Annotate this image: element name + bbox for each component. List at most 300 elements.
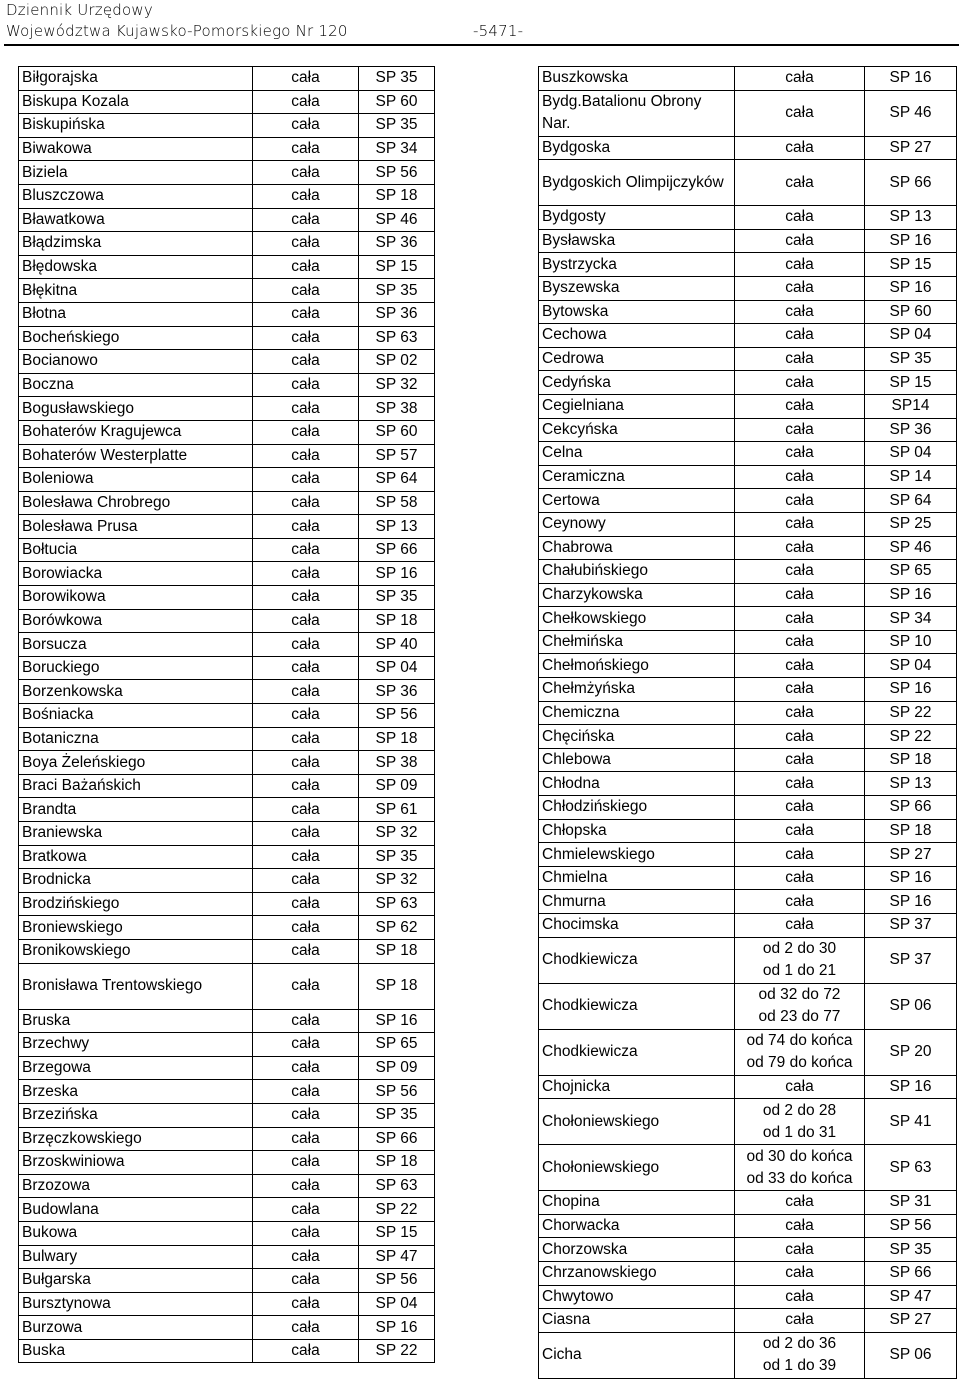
street-name-cell: Chorzowska bbox=[539, 1238, 735, 1262]
school-cell: SP 61 bbox=[359, 798, 435, 822]
range-cell: cała bbox=[735, 347, 865, 371]
school-cell: SP 35 bbox=[865, 1238, 957, 1262]
street-name-cell: Bydgosty bbox=[539, 206, 735, 230]
table-row bbox=[539, 442, 957, 466]
street-name-cell: Braniewska bbox=[19, 822, 253, 846]
street-name-cell: Borówkowa bbox=[19, 609, 253, 633]
table-row bbox=[539, 229, 957, 253]
table-row bbox=[19, 656, 435, 680]
table-row bbox=[539, 253, 957, 277]
table-row bbox=[539, 1309, 957, 1333]
street-name-cell: Chełkowskiego bbox=[539, 607, 735, 631]
school-cell: SP 58 bbox=[359, 491, 435, 515]
table-row bbox=[539, 630, 957, 654]
table-row bbox=[19, 444, 435, 468]
table-row bbox=[19, 137, 435, 161]
street-name-cell: Bursztynowa bbox=[19, 1292, 253, 1316]
school-cell: SP 36 bbox=[359, 680, 435, 704]
table-row bbox=[539, 300, 957, 324]
range-cell: cała bbox=[735, 160, 865, 206]
school-cell: SP 46 bbox=[865, 90, 957, 136]
table-row bbox=[19, 1245, 435, 1269]
school-cell: SP 65 bbox=[359, 1033, 435, 1057]
range-cell: cała bbox=[735, 866, 865, 890]
table-row bbox=[539, 1029, 957, 1075]
range-cell: cała bbox=[253, 1316, 359, 1340]
street-name-cell: Brzoskwiniowa bbox=[19, 1151, 253, 1175]
school-cell: SP 04 bbox=[359, 1292, 435, 1316]
table-row bbox=[19, 1221, 435, 1245]
school-cell: SP 16 bbox=[865, 678, 957, 702]
range-line: od 1 do 31 bbox=[762, 1123, 837, 1141]
table-row bbox=[19, 1269, 435, 1293]
school-cell: SP 27 bbox=[865, 136, 957, 160]
table-row bbox=[539, 701, 957, 725]
range-cell: cała bbox=[735, 90, 865, 136]
school-cell: SP 18 bbox=[865, 819, 957, 843]
school-cell: SP 64 bbox=[865, 489, 957, 513]
table-row bbox=[539, 206, 957, 230]
table-row bbox=[539, 1238, 957, 1262]
range-cell: cała bbox=[253, 279, 359, 303]
street-name-cell: Bytowska bbox=[539, 300, 735, 324]
table-row bbox=[539, 67, 957, 91]
table-row bbox=[19, 963, 435, 1009]
table-row bbox=[539, 1285, 957, 1309]
street-name-cell: Botaniczna bbox=[19, 727, 253, 751]
range-cell: cała bbox=[735, 560, 865, 584]
school-cell: SP 34 bbox=[359, 137, 435, 161]
range-cell: cała bbox=[735, 843, 865, 867]
street-name-cell: Błędowska bbox=[19, 255, 253, 279]
street-name-cell: Borzenkowska bbox=[19, 680, 253, 704]
street-name-cell: Chodkiewicza bbox=[539, 937, 735, 983]
table-row bbox=[19, 1151, 435, 1175]
range-cell: cała bbox=[253, 538, 359, 562]
range-cell bbox=[735, 1099, 865, 1145]
table-row bbox=[539, 512, 957, 536]
range-cell: cała bbox=[253, 562, 359, 586]
school-cell: SP 35 bbox=[359, 114, 435, 138]
school-cell: SP 10 bbox=[865, 630, 957, 654]
range-cell: cała bbox=[735, 725, 865, 749]
range-line: od 30 do końca bbox=[746, 1147, 853, 1165]
street-name-cell: Brzęczkowskiego bbox=[19, 1127, 253, 1151]
table-row bbox=[19, 939, 435, 963]
range-cell: cała bbox=[735, 371, 865, 395]
school-cell: SP 35 bbox=[359, 586, 435, 610]
street-name-cell: Bolesława Chrobrego bbox=[19, 491, 253, 515]
street-name-cell: Chemiczna bbox=[539, 701, 735, 725]
table-row bbox=[19, 845, 435, 869]
range-cell: cała bbox=[735, 1238, 865, 1262]
table-row bbox=[539, 654, 957, 678]
street-table-right bbox=[538, 66, 957, 1379]
range-cell: cała bbox=[253, 1151, 359, 1175]
street-name-cell: Ciasna bbox=[539, 1309, 735, 1333]
range-cell: cała bbox=[735, 583, 865, 607]
range-cell: cała bbox=[253, 373, 359, 397]
range-line: od 79 do końca bbox=[746, 1054, 853, 1072]
street-name-cell: Chabrowa bbox=[539, 536, 735, 560]
street-name-cell: Budowlana bbox=[19, 1198, 253, 1222]
table-row bbox=[19, 1174, 435, 1198]
street-name-cell: Błękitna bbox=[19, 279, 253, 303]
school-cell: SP 04 bbox=[865, 654, 957, 678]
street-name-cell: Chwytowo bbox=[539, 1285, 735, 1309]
table-row bbox=[539, 866, 957, 890]
range-cell: cała bbox=[253, 302, 359, 326]
school-cell: SP 56 bbox=[359, 1269, 435, 1293]
school-cell: SP 64 bbox=[359, 468, 435, 492]
table-row bbox=[19, 1339, 435, 1363]
school-cell: SP 27 bbox=[865, 843, 957, 867]
street-name-cell: Biłgorajska bbox=[19, 67, 253, 91]
school-cell: SP 16 bbox=[865, 67, 957, 91]
school-cell: SP 66 bbox=[865, 796, 957, 820]
table-row bbox=[539, 418, 957, 442]
table-row bbox=[19, 1127, 435, 1151]
street-name-cell: Brandta bbox=[19, 798, 253, 822]
school-cell: SP 18 bbox=[359, 939, 435, 963]
range-cell: cała bbox=[735, 136, 865, 160]
table-row bbox=[19, 869, 435, 893]
street-name-cell: Bukowa bbox=[19, 1221, 253, 1245]
street-name-cell: Brzegowa bbox=[19, 1056, 253, 1080]
school-cell: SP 13 bbox=[865, 206, 957, 230]
street-name-cell: Brodzińskiego bbox=[19, 892, 253, 916]
table-row bbox=[19, 515, 435, 539]
street-name-cell: Chmielewskiego bbox=[539, 843, 735, 867]
range-cell: cała bbox=[253, 444, 359, 468]
range-cell: cała bbox=[253, 751, 359, 775]
range-cell bbox=[735, 937, 865, 983]
school-cell: SP 56 bbox=[359, 1080, 435, 1104]
school-cell: SP 41 bbox=[865, 1099, 957, 1145]
school-cell: SP 16 bbox=[865, 583, 957, 607]
school-cell: SP 40 bbox=[359, 633, 435, 657]
school-cell: SP 35 bbox=[359, 279, 435, 303]
street-name-cell: Chłopska bbox=[539, 819, 735, 843]
table-row bbox=[539, 983, 957, 1029]
street-name-cell: Ceynowy bbox=[539, 512, 735, 536]
range-cell: cała bbox=[253, 1339, 359, 1363]
table-row bbox=[19, 727, 435, 751]
school-cell: SP 16 bbox=[359, 1316, 435, 1340]
table-row bbox=[539, 678, 957, 702]
street-name-cell: Brzozowa bbox=[19, 1174, 253, 1198]
table-row bbox=[19, 916, 435, 940]
range-cell: cała bbox=[735, 607, 865, 631]
street-name-cell: Brodnicka bbox=[19, 869, 253, 893]
school-cell: SP 38 bbox=[359, 751, 435, 775]
school-cell: SP 16 bbox=[865, 229, 957, 253]
street-name-cell: Chrzanowskiego bbox=[539, 1261, 735, 1285]
table-row bbox=[539, 1214, 957, 1238]
range-cell: cała bbox=[735, 914, 865, 938]
school-cell: SP 14 bbox=[865, 465, 957, 489]
street-name-cell: Cekcyńska bbox=[539, 418, 735, 442]
range-cell: cała bbox=[253, 468, 359, 492]
street-name-cell: Bośniacka bbox=[19, 704, 253, 728]
street-name-cell: Bydg.Batalionu Obrony Nar. bbox=[539, 90, 735, 136]
range-cell: cała bbox=[253, 1245, 359, 1269]
school-cell: SP 66 bbox=[359, 1127, 435, 1151]
street-name-cell: Chmielna bbox=[539, 866, 735, 890]
table-row bbox=[539, 937, 957, 983]
school-cell: SP14 bbox=[865, 394, 957, 418]
street-name-cell: Certowa bbox=[539, 489, 735, 513]
range-cell: cała bbox=[735, 796, 865, 820]
range-cell bbox=[735, 1332, 865, 1378]
range-cell: cała bbox=[735, 324, 865, 348]
school-cell: SP 15 bbox=[865, 253, 957, 277]
street-name-cell: Broniewskiego bbox=[19, 916, 253, 940]
range-cell: cała bbox=[253, 420, 359, 444]
range-cell: cała bbox=[735, 654, 865, 678]
street-name-cell: Boleniowa bbox=[19, 468, 253, 492]
street-name-cell: Boruckiego bbox=[19, 656, 253, 680]
school-cell: SP 46 bbox=[865, 536, 957, 560]
range-cell: cała bbox=[253, 680, 359, 704]
range-cell: cała bbox=[253, 656, 359, 680]
table-row bbox=[19, 1009, 435, 1033]
range-line: od 1 do 39 bbox=[762, 1357, 837, 1375]
table-row bbox=[539, 1145, 957, 1191]
street-name-cell: Chałubińskiego bbox=[539, 560, 735, 584]
table-row bbox=[19, 373, 435, 397]
street-name-cell: Cedyńska bbox=[539, 371, 735, 395]
range-cell: cała bbox=[253, 255, 359, 279]
table-row bbox=[19, 350, 435, 374]
table-row bbox=[19, 1103, 435, 1127]
table-row bbox=[539, 276, 957, 300]
range-cell: cała bbox=[253, 491, 359, 515]
page-number: -5471- bbox=[473, 22, 524, 40]
table-row bbox=[539, 748, 957, 772]
school-cell: SP 63 bbox=[865, 1145, 957, 1191]
street-name-cell: Chodkiewicza bbox=[539, 1029, 735, 1075]
school-cell: SP 60 bbox=[359, 420, 435, 444]
table-row bbox=[19, 1292, 435, 1316]
table-row bbox=[539, 583, 957, 607]
table-row bbox=[19, 1033, 435, 1057]
table-row bbox=[19, 420, 435, 444]
table-row bbox=[19, 798, 435, 822]
range-cell: cała bbox=[735, 1075, 865, 1099]
school-cell: SP 22 bbox=[359, 1339, 435, 1363]
range-cell: cała bbox=[735, 512, 865, 536]
street-name-cell: Borowikowa bbox=[19, 586, 253, 610]
range-cell: cała bbox=[253, 1174, 359, 1198]
range-cell: cała bbox=[253, 916, 359, 940]
street-name-cell: Ceramiczna bbox=[539, 465, 735, 489]
school-cell: SP 34 bbox=[865, 607, 957, 631]
range-cell: cała bbox=[735, 678, 865, 702]
table-row bbox=[539, 489, 957, 513]
street-name-cell: Byszewska bbox=[539, 276, 735, 300]
street-name-cell: Bohaterów Kragujewca bbox=[19, 420, 253, 444]
school-cell: SP 56 bbox=[359, 704, 435, 728]
school-cell: SP 15 bbox=[359, 1221, 435, 1245]
range-cell: cała bbox=[253, 1033, 359, 1057]
table-row bbox=[19, 491, 435, 515]
table-row bbox=[19, 562, 435, 586]
table-row bbox=[19, 822, 435, 846]
school-cell: SP 36 bbox=[359, 302, 435, 326]
street-name-cell: Chlebowa bbox=[539, 748, 735, 772]
range-cell: cała bbox=[735, 748, 865, 772]
street-name-cell: Bydgoska bbox=[539, 136, 735, 160]
street-name-cell: Biskupa Kozala bbox=[19, 90, 253, 114]
range-cell: cała bbox=[735, 229, 865, 253]
street-name-cell: Chęcińska bbox=[539, 725, 735, 749]
school-cell: SP 32 bbox=[359, 822, 435, 846]
street-name-cell: Chmurna bbox=[539, 890, 735, 914]
school-cell: SP 18 bbox=[359, 609, 435, 633]
street-name-cell: Chłodna bbox=[539, 772, 735, 796]
table-row bbox=[19, 90, 435, 114]
school-cell: SP 57 bbox=[359, 444, 435, 468]
range-cell: cała bbox=[253, 798, 359, 822]
school-cell: SP 16 bbox=[865, 890, 957, 914]
school-cell: SP 18 bbox=[359, 727, 435, 751]
range-cell: cała bbox=[253, 1056, 359, 1080]
range-cell: cała bbox=[253, 1269, 359, 1293]
street-name-cell: Brzezińska bbox=[19, 1103, 253, 1127]
range-cell: cała bbox=[735, 442, 865, 466]
table-row bbox=[539, 796, 957, 820]
range-cell: cała bbox=[253, 326, 359, 350]
street-name-cell: Chołoniewskiego bbox=[539, 1099, 735, 1145]
table-row bbox=[539, 465, 957, 489]
street-name-cell: Chodkiewicza bbox=[539, 983, 735, 1029]
journal-subtitle: Województwa Kujawsko-Pomorskiego Nr 120 bbox=[6, 22, 348, 40]
table-row bbox=[19, 161, 435, 185]
range-cell: cała bbox=[253, 1292, 359, 1316]
table-row bbox=[539, 371, 957, 395]
range-cell: cała bbox=[253, 892, 359, 916]
school-cell: SP 63 bbox=[359, 892, 435, 916]
street-name-cell: Charzykowska bbox=[539, 583, 735, 607]
school-cell: SP 65 bbox=[865, 560, 957, 584]
school-cell: SP 13 bbox=[359, 515, 435, 539]
street-name-cell: Chłodzińskiego bbox=[539, 796, 735, 820]
street-name-cell: Bratkowa bbox=[19, 845, 253, 869]
table-row bbox=[539, 890, 957, 914]
school-cell: SP 18 bbox=[865, 748, 957, 772]
range-cell: cała bbox=[253, 397, 359, 421]
street-name-cell: Bystrzycka bbox=[539, 253, 735, 277]
range-cell: cała bbox=[253, 633, 359, 657]
range-cell: cała bbox=[735, 819, 865, 843]
school-cell: SP 09 bbox=[359, 774, 435, 798]
range-cell: cała bbox=[253, 114, 359, 138]
table-row bbox=[539, 607, 957, 631]
range-cell: cała bbox=[735, 536, 865, 560]
table-row bbox=[19, 1198, 435, 1222]
school-cell: SP 62 bbox=[359, 916, 435, 940]
range-cell: cała bbox=[253, 1080, 359, 1104]
table-row bbox=[19, 302, 435, 326]
school-cell: SP 16 bbox=[359, 562, 435, 586]
street-name-cell: Cicha bbox=[539, 1332, 735, 1378]
table-row bbox=[539, 90, 957, 136]
range-cell: cała bbox=[253, 704, 359, 728]
street-name-cell: Biwakowa bbox=[19, 137, 253, 161]
table-row bbox=[19, 208, 435, 232]
range-cell: cała bbox=[253, 350, 359, 374]
street-name-cell: Boya Żeleńskiego bbox=[19, 751, 253, 775]
range-cell: cała bbox=[253, 939, 359, 963]
street-name-cell: Bruska bbox=[19, 1009, 253, 1033]
range-cell: cała bbox=[253, 208, 359, 232]
school-cell: SP 18 bbox=[359, 1151, 435, 1175]
range-line: od 32 do 72 bbox=[758, 986, 841, 1004]
range-cell: cała bbox=[253, 774, 359, 798]
school-cell: SP 16 bbox=[865, 866, 957, 890]
table-row bbox=[19, 586, 435, 610]
table-row bbox=[539, 136, 957, 160]
street-name-cell: Biskupińska bbox=[19, 114, 253, 138]
street-name-cell: Bławatkowa bbox=[19, 208, 253, 232]
street-name-cell: Bohaterów Westerplatte bbox=[19, 444, 253, 468]
street-name-cell: Borsucza bbox=[19, 633, 253, 657]
range-cell: cała bbox=[735, 253, 865, 277]
school-cell: SP 35 bbox=[359, 845, 435, 869]
range-cell: cała bbox=[253, 90, 359, 114]
range-cell: cała bbox=[735, 465, 865, 489]
table-row bbox=[539, 914, 957, 938]
street-name-cell: Cedrowa bbox=[539, 347, 735, 371]
table-row bbox=[19, 67, 435, 91]
school-cell: SP 16 bbox=[865, 276, 957, 300]
street-name-cell: Bronisława Trentowskiego bbox=[19, 963, 253, 1009]
range-line: od 2 do 36 bbox=[762, 1335, 837, 1353]
street-name-cell: Chełmińska bbox=[539, 630, 735, 654]
school-cell: SP 06 bbox=[865, 1332, 957, 1378]
range-cell: cała bbox=[735, 1309, 865, 1333]
range-cell: cała bbox=[253, 137, 359, 161]
street-name-cell: Bysławska bbox=[539, 229, 735, 253]
school-cell: SP 47 bbox=[359, 1245, 435, 1269]
school-cell: SP 27 bbox=[865, 1309, 957, 1333]
school-cell: SP 56 bbox=[865, 1214, 957, 1238]
school-cell: SP 37 bbox=[865, 914, 957, 938]
street-name-cell: Bołtucia bbox=[19, 538, 253, 562]
school-cell: SP 36 bbox=[359, 232, 435, 256]
range-cell: cała bbox=[253, 1221, 359, 1245]
street-name-cell: Biziela bbox=[19, 161, 253, 185]
school-cell: SP 25 bbox=[865, 512, 957, 536]
header-rule bbox=[4, 44, 959, 46]
range-cell: cała bbox=[253, 1103, 359, 1127]
street-name-cell: Cegielniana bbox=[539, 394, 735, 418]
street-name-cell: Błądzimska bbox=[19, 232, 253, 256]
table-row bbox=[539, 560, 957, 584]
range-cell: cała bbox=[735, 489, 865, 513]
range-cell bbox=[735, 1029, 865, 1075]
table-row bbox=[539, 394, 957, 418]
school-cell: SP 36 bbox=[865, 418, 957, 442]
school-cell: SP 20 bbox=[865, 1029, 957, 1075]
range-cell: cała bbox=[253, 67, 359, 91]
range-cell: cała bbox=[253, 1009, 359, 1033]
school-cell: SP 63 bbox=[359, 1174, 435, 1198]
table-row bbox=[19, 774, 435, 798]
school-cell: SP 63 bbox=[359, 326, 435, 350]
street-name-cell: Buszkowska bbox=[539, 67, 735, 91]
